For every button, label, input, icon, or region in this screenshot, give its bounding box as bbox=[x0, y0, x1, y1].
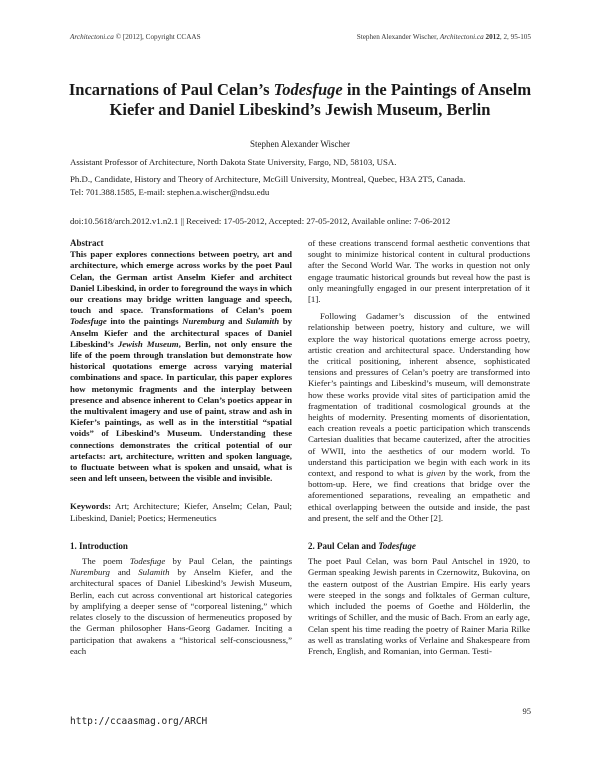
left-column bbox=[70, 238, 292, 657]
body-paragraph-3: The poet Paul Celan, was born Paul Antschel in 1920, to German speaking Jewish parents in Czernowitz, Bukovina, on the eastern outpost of the Austrian Empire. His early years were steeped in the songs and folktales of German culture, which included the poems of Goethe and Hölderlin, the writings of Schiller, and the music of Bach. From an early age, Celan spent his time reading the poetry of Rainer Maria Rilke as well as translating works of Verlaine and Shakespeare from French, English, and Romanian, into German. Testi- bbox=[308, 556, 530, 656]
affiliation-1: Assistant Professor of Architecture, North Dakota State University, Fargo, ND, 58103, USA. bbox=[70, 157, 397, 167]
introduction-paragraph: The poem Todesfuge by Paul Celan, the paintings Nuremburg and Sulamith by Anselm Kiefer, and the architectural spaces of Daniel Libeskind’s Jewish Museum, Berlin, each cut across conventional art historical categories by amplifying a deeper sense of “corporeal listening,” which relates closely to the discussion of hermeneutics proposed by the German philosopher Hans-Georg Gadamer. Inciting a participation that awakens a “historical self-consciousness,” each bbox=[70, 556, 293, 656]
header-pages: , 2, 95-105 bbox=[499, 33, 531, 41]
paper-title: Incarnations of Paul Celan’s Todesfuge in the Paintings of Anselm Kiefer and Daniel Libeskind’s Jewish Museum, Berlin bbox=[68, 80, 532, 119]
abstract-body: This paper explores connections between poetry, art and architecture, which emerge across works by the poet Paul Celan, the German artist Anselm Kiefer and architect Daniel Libeskind, in order to foreground the ways in which our creations may bridge written language and speech, touch and space. Transformations of Celan’s poem Todesfuge into the paintings Nuremburg and Sulamith by Anselm Kiefer and the architectural spaces of Daniel Libeskind’s Jewish Museum, Berlin, not only ensure the life of the poem through translation but demonstrate how historical quotations emerge across varying material combinations and space. In particular, this paper explores how metonymic fragments and the interplay between presence and absence inherent to Celan’s poetics appear in the multivalent imagery and use of paint, straw and ash in Kiefer’s paintings, as well as in the interstitial “spatial voids” of Libeskind’s Museum. Understanding these connections demonstrates the critical potential of our artefacts: art, architecture, written and spoken language, to fluctuate between what is spoken and unsaid, what is seen and left unseen, between the visible and invisible. bbox=[70, 249, 292, 484]
header-journal-name: Architectoni.ca bbox=[70, 33, 114, 41]
body-paragraph-2: Following Gadamer’s discussion of the entwined relationship between poetry, history and culture, we will explore the way historical quotations emerge across poetry, artistic creation and architectural space. Understanding how the critical positioning, inherent absence, sophisticated tensions and pressures of Celan’s poetry are transformed into Kiefer’s paintings and Libeskind’s museum, will demonstrate how these works provide vital sites of participation amid the fragmentation of traditional cosmological grounds at the heights of modernity. Presenting moments of disorientation, each creation reveals a poetic participation which transcends Cartesian dualities that became cauterized, after the atrocities of WWII, into the aesthetics of our modern world. To understand this participation we begin with each work in its context, and respond to what is given by the work, from the bottom-up. Here, we find creations that bridge over the aforementioned separations, revealing an empathetic and ethical overlapping between the outside and inside, the past and present, the self and the Other [2]. bbox=[308, 311, 530, 523]
introduction-heading: 1. Introduction bbox=[70, 540, 128, 551]
running-header-left bbox=[70, 33, 201, 41]
keywords: Keywords: Art; Architecture; Kiefer, Anselm; Celan, Paul; Libeskind, Daniel; Poetics; Hermeneutics bbox=[70, 501, 292, 523]
page-number: 95 bbox=[522, 706, 531, 716]
header-copyright: © [2012], Copyright CCAAS bbox=[113, 33, 201, 41]
author-name: Stephen Alexander Wischer bbox=[250, 139, 350, 149]
footer-url[interactable]: http://ccaasmag.org/ARCH bbox=[70, 716, 208, 727]
running-header-right bbox=[357, 33, 531, 41]
abstract-heading: Abstract bbox=[70, 238, 104, 248]
doi-line: doi:10.5618/arch.2012.v1.n2.1 || Received: 17-05-2012, Accepted: 27-05-2012, Available online: 7-06-2012 bbox=[70, 216, 451, 226]
section-2-heading: 2. Paul Celan and Todesfuge bbox=[308, 541, 416, 552]
contact-info: Tel: 701.388.1585, E-mail: stephen.a.wischer@ndsu.edu bbox=[70, 187, 270, 197]
header-author: Stephen Alexander Wischer, bbox=[356, 33, 440, 41]
body-paragraph-1: of these creations transcend formal aesthetic conventions that sought to minimize historical content in cultural productions after the Second World War. The works in question not only engage traumatic historical grounds but reveal how the past is only meaningfully engaged in our present interpretation of it [1]. bbox=[308, 238, 530, 305]
header-year: 2012 bbox=[483, 33, 500, 41]
affiliation-2: Ph.D., Candidate, History and Theory of Architecture, McGill University, Montreal, Quebec, H3A 2T5, Canada. bbox=[70, 174, 466, 184]
right-column bbox=[308, 238, 530, 657]
header-journal-name-right: Architectoni.ca bbox=[439, 33, 484, 41]
